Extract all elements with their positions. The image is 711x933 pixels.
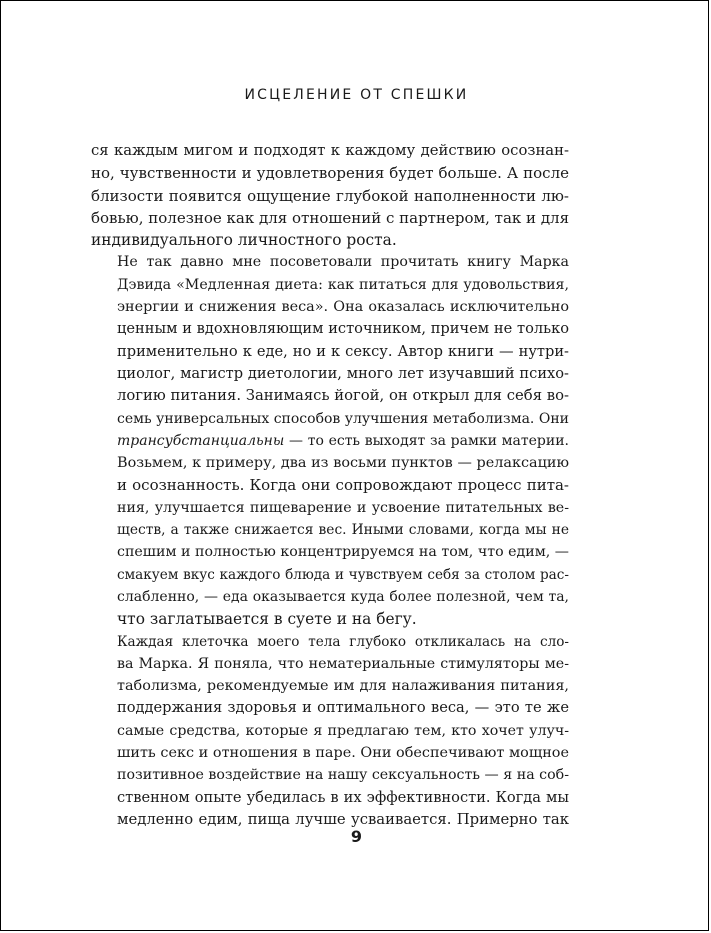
text-line: спешим и полностью концентрируемся на том, что едим, —	[117, 544, 569, 561]
text-line: индивидуального личностного роста.	[91, 231, 397, 250]
italic-term: трансубстанциальны	[117, 432, 285, 449]
text-line: ва Марка. Я поняла, что нематериальные стимуляторы ме-	[117, 655, 569, 672]
text-line: таболизма, рекомендуемые им для налаживания питания,	[117, 678, 569, 695]
text-line: применительно к еде, но и к сексу. Автор книги — нутри-	[117, 342, 569, 360]
text-line: смакуем вкус каждого блюда и чувствуем себя за столом рас-	[117, 566, 569, 583]
text-line: бовью, полезное как для отношений с партнером, так и для	[91, 208, 570, 227]
text-line: логию питания. Занимаясь йогой, он открыл для себя во-	[117, 387, 569, 405]
text-line: ния, улучшается пищеварение и усвоение питательных ве-	[117, 499, 569, 516]
text-line: циолог, магистр диетологии, много лет изучавший психо-	[117, 364, 569, 382]
text-line: Каждая клеточка моего тела глубоко откликалась на сло-	[117, 633, 569, 650]
body-text	[91, 140, 569, 831]
text-line: поддержания здоровья и оптимального веса, — это те же	[117, 699, 569, 717]
text-line: семь универсальных способов улучшения метаболизма. Они	[117, 410, 569, 427]
text-line: шить секс и отношения в паре. Они обеспечивают мощное	[117, 745, 569, 762]
text-line: ственном опыте убедилась в их эффективности. Когда мы	[117, 788, 569, 806]
text-line: и осознанность. Когда они сопровождают процесс пита-	[117, 476, 569, 495]
text-line: Возьмем, к примеру, два из восьми пунктов — релаксацию	[117, 455, 569, 472]
text-fragment: — то есть выходят за рамки материи.	[284, 432, 569, 449]
text-line: энергии и снижения веса». Она оказалась исключительно	[117, 299, 569, 316]
paragraph	[91, 251, 569, 630]
text-line: близости появится ощущение глубокой наполненности лю-	[91, 186, 569, 205]
text-line: ществ, а также снижается вес. Иными словами, когда мы не	[117, 522, 569, 539]
paragraph	[91, 140, 569, 251]
text-line: самые средства, которые я предлагаю тем, кто хочет улуч-	[117, 722, 569, 739]
text-line: Не так давно мне посоветовали прочитать книгу Марка	[117, 254, 569, 271]
paragraph	[91, 631, 569, 832]
text-line: Дэвида «Медленная диета: как питаться для удовольствия,	[117, 276, 569, 293]
text-line: ценным и вдохновляющим источником, причем не только	[117, 320, 569, 338]
text-line: слабленно, — еда оказывается куда более полезной, чем та,	[117, 588, 569, 605]
text-line: медленно едим, пища лучше усваивается. Примерно так	[117, 810, 569, 828]
text-line	[91, 430, 569, 452]
text-line: но, чувственности и удовлетворения будет больше. А после	[91, 164, 569, 183]
text-line: позитивное воздействие на нашу сексуальность — я на соб-	[117, 767, 569, 784]
text-line: ся каждым мигом и подходят к каждому действию осознан-	[91, 142, 569, 159]
page-number: 9	[350, 827, 363, 846]
running-head: ИСЦЕЛЕНИЕ ОТ СПЕШКИ	[244, 87, 469, 103]
text-line: что заглатывается в суете и на бегу.	[117, 610, 417, 629]
